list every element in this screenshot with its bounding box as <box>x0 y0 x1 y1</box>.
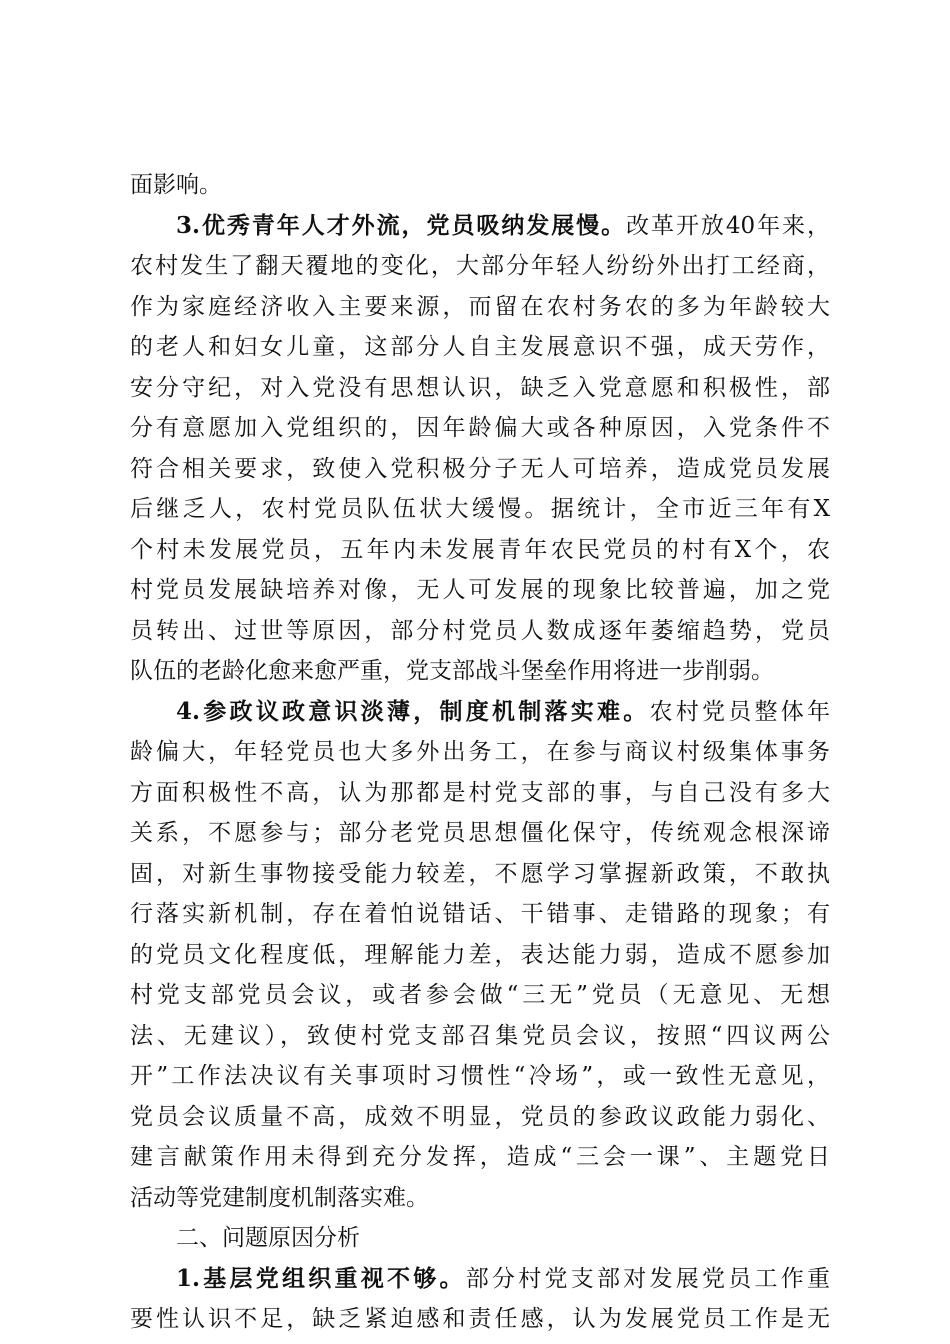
line-text: 村党支部党员会议，或者参会做“三无”党员（无意见、无想 <box>130 982 830 1008</box>
line-text: 二、问题原因分析 <box>176 1225 360 1251</box>
text-line <box>130 1137 830 1178</box>
line-text: 建言献策作用未得到充分发挥，造成“三会一课”、主题党日 <box>130 1144 830 1170</box>
text-line <box>130 327 830 368</box>
line-text: 符合相关要求，致使入党积极分子无人可培养，造成党员发展 <box>130 455 830 482</box>
line-text: 员转出、过世等原因，部分村党员人数成逐年萎缩趋势，党员 <box>130 617 830 644</box>
line-text: 队伍的老龄化愈来愈严重，党支部战斗堡垒作用将进一步削弱。 <box>130 658 774 684</box>
text-line <box>130 408 830 449</box>
text-line <box>130 246 830 287</box>
text-line <box>130 692 830 733</box>
line-text: 村党员发展缺培养对像，无人可发展的现象比较普遍，加之党 <box>130 577 830 603</box>
bold-heading: 4.参政议政意识淡薄，制度机制落实难。 <box>176 697 650 725</box>
line-text: 面影响。 <box>130 172 222 198</box>
line-text: 党员会议质量不高，成效不明显，党员的参政议政能力弱化、 <box>130 1103 830 1130</box>
text-line <box>130 1178 830 1219</box>
line-text: 法、无建议），致使村党支部召集党员会议，按照“四议两公 <box>130 1022 830 1049</box>
line-text: 关系，不愿参与；部分老党员思想僵化保守，传统观念根深谛 <box>130 820 830 846</box>
line-text: 行落实新机制，存在着怕说错话、干错事、走错路的现象；有 <box>130 901 830 927</box>
text-line <box>130 935 830 976</box>
bold-heading: 1.基层党组织重视不够。 <box>176 1264 466 1292</box>
text-line <box>130 611 830 652</box>
line-text: 的党员文化程度低，理解能力差，表达能力弱，造成不愿参加 <box>130 941 830 968</box>
text-line <box>130 449 830 490</box>
line-text: 固，对新生事物接受能力较差，不愿学习掌握新政策，不敢执 <box>130 860 830 887</box>
line-text: 安分守纪，对入党没有思想认识，缺乏入党意愿和积极性，部 <box>130 374 830 401</box>
line-text: 方面积极性不高，认为那都是村党支部的事，与自己没有多大 <box>130 779 830 806</box>
line-text: 龄偏大，年轻党员也大多外出务工，在参与商议村级集体事务 <box>130 739 830 765</box>
text-line <box>130 570 830 611</box>
text-line <box>130 813 830 854</box>
text-line <box>130 165 830 206</box>
text-line <box>130 773 830 814</box>
text-line <box>130 206 830 247</box>
line-text: 改革开放40年来， <box>626 212 830 239</box>
line-text: 活动等党建制度机制落实难。 <box>130 1184 429 1211</box>
line-text: 要性认识不足，缺乏紧迫感和责任感，认为发展党员工作是无 <box>130 1306 830 1332</box>
text-line <box>130 530 830 571</box>
line-text: 分有意愿加入党组织的，因年龄偏大或各种原因，入党条件不 <box>130 415 830 441</box>
document-body <box>130 165 830 1340</box>
line-text: 后继乏人，农村党员队伍状大缓慢。据统计，全市近三年有X <box>130 496 830 522</box>
text-line <box>130 287 830 328</box>
text-line <box>130 1056 830 1097</box>
text-line <box>130 1299 830 1340</box>
text-line <box>130 651 830 692</box>
text-line <box>130 489 830 530</box>
text-line <box>130 1097 830 1138</box>
text-line <box>130 894 830 935</box>
line-text: 农村发生了翻天覆地的变化，大部分年轻人纷纷外出打工经商， <box>130 253 830 279</box>
text-line <box>130 368 830 409</box>
line-text: 开”工作法决议有关事项时习惯性“冷场”，或一致性无意见， <box>130 1063 830 1089</box>
text-line <box>130 732 830 773</box>
line-text: 农村党员整体年 <box>649 698 830 725</box>
line-text: 部分村党支部对发展党员工作重 <box>465 1265 831 1292</box>
line-text: 作为家庭经济收入主要来源，而留在农村务农的多为年龄较大 <box>130 293 830 320</box>
text-line <box>130 975 830 1016</box>
bold-heading: 3.优秀青年人才外流，党员吸纳发展慢。 <box>176 211 627 239</box>
line-text: 的老人和妇女儿童，这部分人自主发展意识不强，成天劳作， <box>130 334 830 360</box>
text-line <box>130 1016 830 1057</box>
text-line <box>130 1218 830 1259</box>
text-line <box>130 854 830 895</box>
line-text: 个村未发展党员，五年内未发展青年农民党员的村有X个，农 <box>130 536 830 563</box>
text-line <box>130 1259 830 1300</box>
